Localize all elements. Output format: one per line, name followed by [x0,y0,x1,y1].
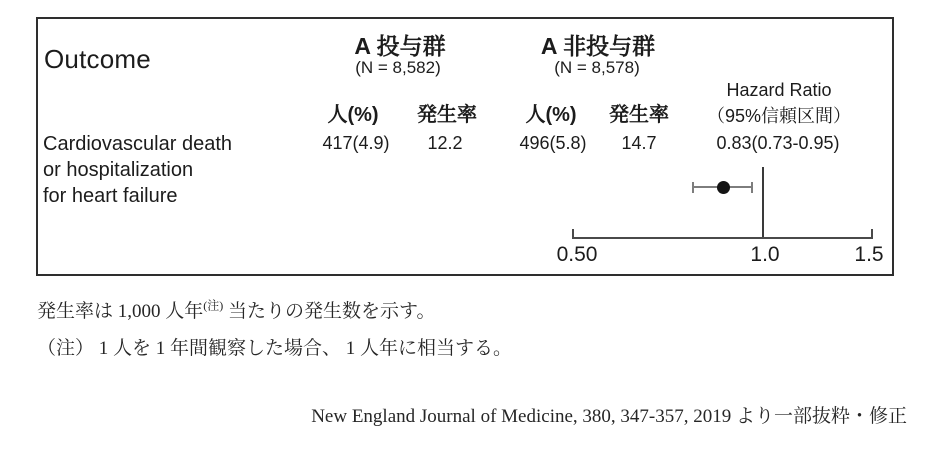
x-tick-label-1-5: 1.5 [854,243,884,266]
confidence-interval-header: （95%信頼区間） [706,106,852,126]
x-tick-label-0-50: 0.50 [556,243,598,266]
x-tick-label-1-0: 1.0 [750,243,780,266]
group-header-untreated: A 非投与群 [540,33,656,59]
reference-line [762,167,764,238]
row-outcome-line1: Cardiovascular death [43,133,232,155]
footnote-person-year-note: （注） 1 人を 1 年間観察した場合、 1 人年に相当する。 [37,338,513,359]
cell-untreated-rate: 14.7 [621,133,657,153]
x-axis-line [572,237,873,239]
group-n-treated: (N = 8,582) [355,58,441,77]
subheader-patients-untreated: 人(%) [525,104,577,126]
citation: New England Journal of Medicine, 380, 347-357, 2019 より一部抜粋・修正 [311,406,907,427]
group-n-untreated: (N = 8,578) [554,58,640,77]
cell-treated-rate: 12.2 [427,133,463,153]
row-outcome-line3: for heart failure [43,185,178,207]
row-outcome-label [43,131,232,209]
footnote-rate-pre: 発生率は 1,000 人年 [37,301,204,322]
subheader-rate-treated: 発生率 [417,104,477,126]
footnote-note-superscript: (注) [203,298,224,313]
cell-untreated-n-pct: 496(5.8) [519,133,587,153]
cell-treated-n-pct: 417(4.9) [322,133,390,153]
ci-cap-right [751,182,753,193]
row-outcome-line2: or hospitalization [43,159,194,181]
point-estimate-marker [717,181,730,194]
footnote-rate-definition [37,296,436,323]
x-axis-tick-right [871,229,873,237]
subheader-rate-untreated: 発生率 [609,104,669,126]
hazard-ratio-header: Hazard Ratio [726,80,832,100]
ci-cap-left [692,182,694,193]
group-header-treated: A 投与群 [354,33,446,59]
x-axis-tick-left [572,229,574,237]
subheader-patients-treated: 人(%) [327,104,379,126]
cell-hazard-ratio: 0.83(0.73-0.95) [716,133,840,153]
footnote-rate-post: 当たりの発生数を示す。 [223,301,436,322]
outcome-column-header: Outcome [44,44,151,74]
